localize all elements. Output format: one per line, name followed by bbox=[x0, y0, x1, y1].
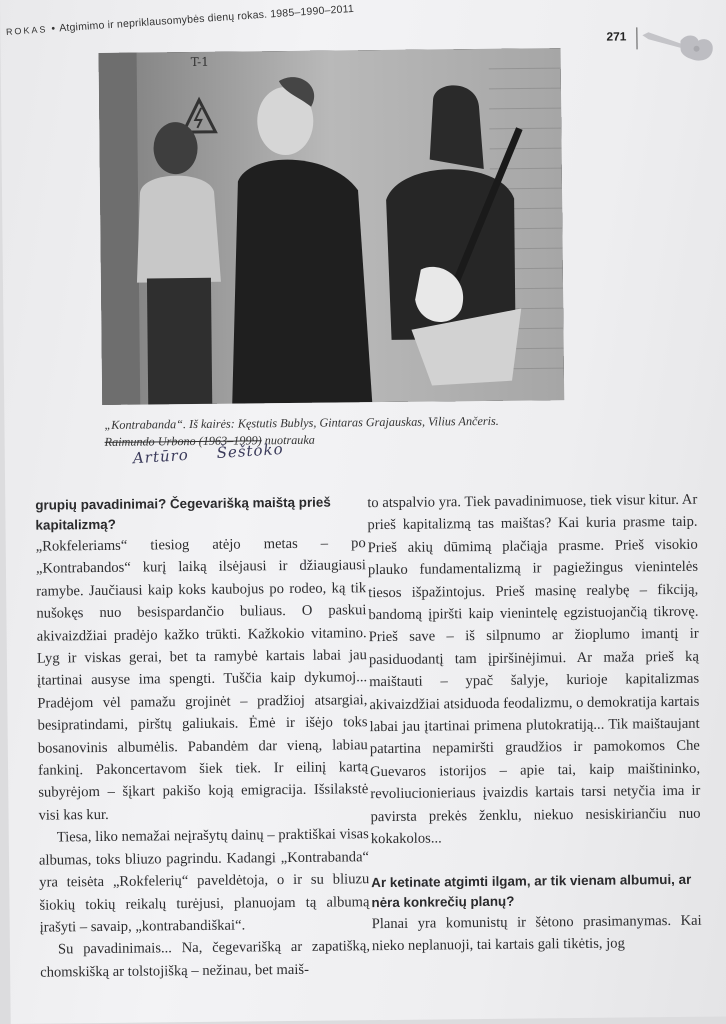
right-column bbox=[367, 489, 702, 958]
running-head-section: ROKAS bbox=[5, 24, 48, 37]
running-head bbox=[6, 0, 446, 38]
answer-paragraph: Tiesa, liko nemažai neįrašytų dainų – praktiškai visas albumas, toks bliuzo pagrindu. Kadangi „Kontrabanda“ yra teisėta „Rokfelerių“ paveldėtoja, o ir su bliuzu šiokių tokių reikalų turėjusi, planuojam tą albumą įrašyti – savaip, „kontrabandiškai“. bbox=[38, 826, 370, 936]
question-heading: grupių pavadinimai? Čegevarišką maištą prieš kapitalizmą? bbox=[35, 494, 331, 533]
caption-suffix: nuotrauka bbox=[261, 432, 315, 448]
answer-paragraph: to atspalvio yra. Tiek pavadinimuose, tiek visur kitur. Ar prieš kapitalizmą tas maištas? Kai kuria prasme taip. Prieš akių dūmimą plačiąja prasme. Prieš visokio plauko fundamentalizmą ir pagiežingus vienintelės tiesos išpažintojus. Prieš masinę realybę – fikciją, bandomą įpiršti kaip vienintelę egzistuojančią tikrovę. Prieš save – iš silpnumo ar žioplumo imantį ir pasiduodantį tam įpiršinėjimui. Ar maža prieš ką maištauti – ypač šalyje, kurioje kapitalizmas akivaizdžiai atsiduoda feodalizmu, o demokratija kartais labai jau įtartinai primena plutokratiją... Tik maištaujant patartina nepamiršti graudžios ir pamokomos Che Guevaros istorijos – apie tai, kaip maištininko, revoliucionieriaus įvaizdis kartais tarsi netyčia ima ir pavirsta prekės ženklu, niekuo nesiskiriančiu nuo kokakolos... bbox=[367, 491, 701, 848]
guitar-icon bbox=[640, 22, 718, 67]
running-head-separator: • bbox=[51, 22, 56, 35]
photo-caption bbox=[104, 412, 574, 451]
answer-paragraph: Su pavadinimais... Na, čegevarišką ar zapatišką, chomskišką ar tolstojišką – nežinau, bet maiš- bbox=[40, 938, 371, 981]
question-heading: Ar ketinate atgimti ilgam, ar tik vienam albumui, ar nėra konkrečių planų? bbox=[371, 871, 692, 910]
answer-paragraph: Planai yra komunistų ir šėtono prasimanymas. Kai nieko neplanuoji, tai kartais gali tikėtis, jog bbox=[371, 912, 702, 955]
handwritten-word: Šeštoko bbox=[216, 439, 285, 463]
running-head-title: Atgimimo ir nepriklausomybės dienų rokas. 1985–1990–2011 bbox=[58, 2, 355, 35]
photo-tag: T-1 bbox=[190, 54, 209, 70]
answer-paragraph: „Rokfeleriams“ tiesiog atėjo metas – po „Kontrabandos“ kurį laiką ilsėjausi ir džiaugiausi ramybe. Jaučiausi kaip koks kaubojus po rodeo, ką tik nušokęs nuo besispardančio buliaus. O paskui akivaizdžiai pradėjo kažko trūkti. Kažkokio vitamino. Lyg ir viskas gerai, bet ta ramybė kartais labai jau įtartinai ausyse ima spengti. Tuščia kaip dykumoj... Pradėjom vėl pamažu grojinėt – pradžioj atsargiai, besipratindami, pirštų galiukais. Ėmė ir išėjo toks bosanovinis albumėlis. Pabandėm dar vieną, labiau fankinį. Pakoncertavom šiek tiek. Ir eilinį kartą subyrėjom – šįkart pakišo koją emigracija. Išsilakstė visi kas kur. bbox=[35, 535, 369, 824]
band-photo bbox=[99, 48, 565, 405]
page-number-rule bbox=[636, 27, 637, 49]
caption-struck-credit: Raimundo Urbono (1963–1999) bbox=[104, 433, 262, 449]
caption-line: „Kontrabanda“. Iš kairės: Kęstutis Bublys, Gintaras Grajauskas, Vilius Ančeris. bbox=[104, 413, 499, 432]
page-number: 271 bbox=[606, 29, 627, 44]
left-column bbox=[35, 492, 370, 984]
handwritten-word: Artūro bbox=[132, 445, 190, 468]
